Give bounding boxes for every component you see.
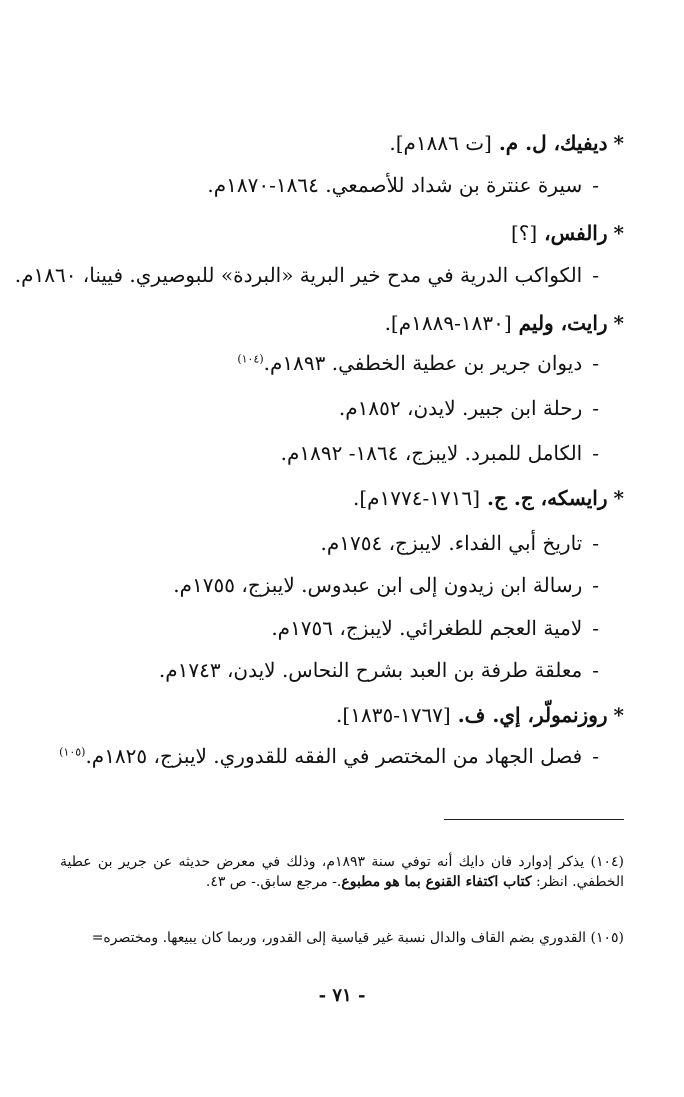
footnote-ref: (١٠٥)	[59, 745, 86, 759]
work-title: معلقة طرفة بن العبد بشرح النحاس. لايدن، ١٧٤٣م.	[158, 658, 583, 682]
footnote-number: (١٠٥)	[590, 930, 624, 946]
footnote-book-title: كتاب اكتفاء القنوع بما هو مطبوع	[341, 874, 532, 891]
work-title: تاريخ أبي الفداء. لايبزج، ١٧٥٤م.	[320, 531, 583, 555]
footnote-text-tail: .- مرجع سابق.- ص ٤٣.	[205, 874, 342, 891]
dash-marker: -	[592, 351, 599, 375]
work-line	[15, 265, 599, 285]
footnote-separator	[444, 819, 624, 820]
work-line	[339, 398, 599, 418]
work-title: رسالة ابن زيدون إلى ابن عبدوس. لايبزج، ١٧٥٥م.	[173, 573, 583, 597]
author-dates: [١٧٦٧-١٨٣٥].	[336, 703, 451, 727]
entry-author-line	[385, 313, 624, 333]
work-title: الكواكب الدرية في مدح خير البرية «البردة» للبوصيري. فيينا، ١٨٦٠م.	[14, 263, 583, 287]
author-dates: [ت ١٨٨٦م].	[389, 131, 492, 155]
entry-author-line	[389, 133, 624, 153]
work-title: ديوان جرير بن عطية الخطفي. ١٨٩٣م.	[263, 351, 583, 375]
footnote	[60, 852, 624, 893]
work-line	[59, 746, 599, 766]
author-name: روزنمولّر، إي. ف.	[457, 703, 608, 727]
work-title: فصل الجهاد من المختصر في الفقه للقدوري. لايبزج، ١٨٢٥م.	[85, 744, 583, 768]
dash-marker: -	[592, 616, 599, 640]
work-line	[281, 443, 599, 463]
dash-marker: -	[592, 658, 599, 682]
page-number: - ٧١ -	[318, 985, 366, 1006]
star-marker: *	[613, 703, 624, 727]
work-line	[237, 353, 599, 373]
work-title: رحلة ابن جبير. لايدن، ١٨٥٢م.	[338, 396, 583, 420]
author-name: رالفس،	[544, 221, 608, 245]
work-title: سيرة عنترة بن شداد للأصمعي. ١٨٦٤-١٨٧٠م.	[207, 173, 583, 197]
footnote-number: (١٠٤)	[590, 854, 625, 870]
author-dates: [١٨٣٠-١٨٨٩م].	[384, 311, 512, 335]
star-marker: *	[613, 131, 624, 155]
footnote-text: القدوري بضم القاف والدال نسبة غير قياسية إلى القدور، وربما كان يبيعها. ومختصره=	[91, 930, 587, 946]
work-line	[173, 575, 599, 595]
dash-marker: -	[592, 744, 599, 768]
entry-author-line	[511, 223, 624, 243]
footnote	[60, 928, 624, 948]
star-marker: *	[613, 311, 624, 335]
work-line	[321, 533, 600, 553]
dash-marker: -	[592, 263, 599, 287]
star-marker: *	[613, 221, 624, 245]
author-name: ديفيك، ل. م.	[498, 131, 608, 155]
work-line	[271, 618, 599, 638]
entry-author-line	[336, 705, 624, 725]
star-marker: *	[613, 486, 624, 510]
dash-marker: -	[592, 441, 599, 465]
dash-marker: -	[592, 573, 599, 597]
footnote-ref: (١٠٤)	[237, 352, 264, 366]
work-title: لامية العجم للطغرائي. لايبزج، ١٧٥٦م.	[271, 616, 583, 640]
footnote-text: يذكر إدوارد فان دايك أنه توفي سنة ١٨٩٣م، وذلك في معرض حديثه عن جرير بن عطية الخطفي. انظر:	[60, 854, 624, 891]
dash-marker: -	[592, 531, 599, 555]
dash-marker: -	[592, 173, 599, 197]
work-title: الكامل للمبرد. لايبزج، ١٨٦٤- ١٨٩٢م.	[280, 441, 583, 465]
entry-author-line	[353, 488, 624, 508]
author-dates: [؟]	[510, 221, 538, 245]
dash-marker: -	[592, 396, 599, 420]
author-name: رايت، وليم	[518, 311, 608, 335]
author-name: رايسكه، ج. ج.	[487, 486, 608, 510]
author-dates: [١٧١٦-١٧٧٤م].	[352, 486, 481, 510]
work-line	[207, 175, 599, 195]
work-line	[159, 660, 599, 680]
